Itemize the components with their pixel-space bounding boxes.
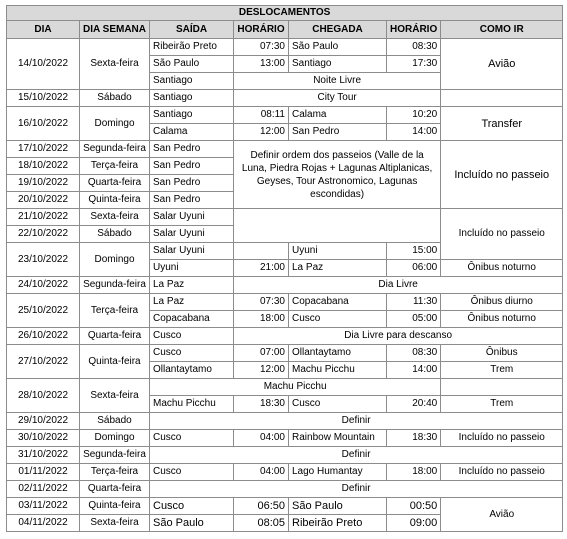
cell-saida: Ribeirão Preto	[150, 39, 234, 56]
cell-saida: Cusco	[150, 498, 234, 515]
cell-horario-chegada: 08:30	[387, 39, 441, 56]
cell-chegada: Ollantaytamo	[289, 345, 387, 362]
cell-semana: Sexta-feira	[80, 209, 150, 226]
cell-activity: Dia Livre	[234, 277, 563, 294]
cell-semana: Sexta-feira	[80, 515, 150, 532]
cell-semana: Quarta-feira	[80, 328, 150, 345]
header-dia: DIA	[7, 21, 80, 39]
cell-chegada: San Pedro	[289, 124, 387, 141]
table-row	[7, 498, 563, 515]
cell-horario-chegada: 08:30	[387, 345, 441, 362]
cell-saida: Uyuni	[150, 260, 234, 277]
cell-horario-saida: 12:00	[234, 362, 289, 379]
header-horario-chegada: HORÁRIO	[387, 21, 441, 39]
cell-horario-saida: 21:00	[234, 260, 289, 277]
table-row	[7, 481, 563, 498]
cell-chegada: São Paulo	[289, 39, 387, 56]
cell-dia: 04/11/2022	[7, 515, 80, 532]
cell-dia: 16/10/2022	[7, 107, 80, 141]
cell-saida: Cusco	[150, 464, 234, 481]
cell-horario-chegada: 14:00	[387, 124, 441, 141]
cell-activity: Dia Livre para descanso	[234, 328, 563, 345]
table-row	[7, 277, 563, 294]
cell-semana: Sábado	[80, 413, 150, 430]
cell-semana: Segunda-feira	[80, 141, 150, 158]
cell-horario-saida: 12:00	[234, 124, 289, 141]
cell-como-ir: Ônibus	[441, 345, 563, 362]
cell-horario-chegada: 00:50	[387, 498, 441, 515]
cell-chegada: Calama	[289, 107, 387, 124]
cell-como-ir: Incluído no passeio	[441, 209, 563, 260]
cell-horario-saida: 18:30	[234, 396, 289, 413]
cell-chegada: Cusco	[289, 311, 387, 328]
cell-dia: 21/10/2022	[7, 209, 80, 226]
table-row	[7, 447, 563, 464]
table-row	[7, 294, 563, 311]
cell-semana: Terça-feira	[80, 464, 150, 481]
cell-dia: 01/11/2022	[7, 464, 80, 481]
header-horario-saida: HORÁRIO	[234, 21, 289, 39]
cell-como-ir: Transfer	[441, 107, 563, 141]
cell-horario-chegada: 11:30	[387, 294, 441, 311]
cell-dia: 30/10/2022	[7, 430, 80, 447]
cell-horario-chegada: 06:00	[387, 260, 441, 277]
cell-saida: Salar Uyuni	[150, 209, 234, 226]
cell-dia: 14/10/2022	[7, 39, 80, 90]
cell-saida: Cusco	[150, 328, 234, 345]
cell-dia: 02/11/2022	[7, 481, 80, 498]
cell-saida: Ollantaytamo	[150, 362, 234, 379]
cell-activity: Definir	[150, 413, 563, 430]
cell-saida: La Paz	[150, 277, 234, 294]
cell-activity: Definir	[150, 447, 563, 464]
cell-chegada: Cusco	[289, 396, 387, 413]
cell-saida: San Pedro	[150, 192, 234, 209]
cell-horario-chegada: 18:30	[387, 430, 441, 447]
table-row	[7, 141, 563, 158]
cell-semana: Domingo	[80, 243, 150, 277]
cell-chegada: São Paulo	[289, 498, 387, 515]
cell-como-ir: Incluído no passeio	[441, 141, 563, 209]
cell-horario-saida	[234, 243, 289, 260]
cell-semana: Sábado	[80, 226, 150, 243]
table-row	[7, 209, 563, 226]
cell-saida: Machu Picchu	[150, 396, 234, 413]
table-row	[7, 430, 563, 447]
cell-horario-chegada: 17:30	[387, 56, 441, 73]
cell-saida: Salar Uyuni	[150, 226, 234, 243]
cell-saida: Santiago	[150, 90, 234, 107]
cell-como-ir: Ônibus diurno	[441, 294, 563, 311]
passeios-note: Definir ordem dos passeios (Valle de la Luna, Piedra Rojas + Lagunas Altiplanicas, Geyses, Tour Astronomico, Lagunas escondidas)	[234, 141, 441, 209]
cell-activity: City Tour	[234, 90, 441, 107]
cell-horario-chegada: 14:00	[387, 362, 441, 379]
cell-saida: San Pedro	[150, 175, 234, 192]
cell-dia: 19/10/2022	[7, 175, 80, 192]
cell-saida: São Paulo	[150, 515, 234, 532]
cell-horario-saida: 04:00	[234, 464, 289, 481]
cell-dia: 18/10/2022	[7, 158, 80, 175]
cell-saida: San Pedro	[150, 158, 234, 175]
cell-dia: 15/10/2022	[7, 90, 80, 107]
cell-horario-chegada: 18:00	[387, 464, 441, 481]
cell-dia: 22/10/2022	[7, 226, 80, 243]
cell-semana: Terça-feira	[80, 158, 150, 175]
table-row	[7, 90, 563, 107]
cell-chegada: La Paz	[289, 260, 387, 277]
cell-dia: 27/10/2022	[7, 345, 80, 379]
cell-horario-saida: 04:00	[234, 430, 289, 447]
cell-dia: 03/11/2022	[7, 498, 80, 515]
cell-semana: Quinta-feira	[80, 345, 150, 379]
cell-semana: Domingo	[80, 107, 150, 141]
cell-saida: La Paz	[150, 294, 234, 311]
cell-empty	[234, 209, 441, 243]
cell-semana: Sábado	[80, 90, 150, 107]
cell-chegada: Copacabana	[289, 294, 387, 311]
cell-saida: São Paulo	[150, 56, 234, 73]
cell-horario-chegada: 20:40	[387, 396, 441, 413]
cell-dia: 25/10/2022	[7, 294, 80, 328]
cell-horario-saida: 07:30	[234, 39, 289, 56]
cell-chegada: Machu Picchu	[289, 362, 387, 379]
cell-como-ir: Ônibus noturno	[441, 260, 563, 277]
cell-chegada: Uyuni	[289, 243, 387, 260]
table-row	[7, 39, 563, 56]
cell-dia: 26/10/2022	[7, 328, 80, 345]
table-row	[7, 413, 563, 430]
travel-schedule-table	[6, 5, 563, 532]
cell-chegada: Rainbow Mountain	[289, 430, 387, 447]
header-como-ir: COMO IR	[441, 21, 563, 39]
cell-semana: Segunda-feira	[80, 447, 150, 464]
cell-dia: 24/10/2022	[7, 277, 80, 294]
cell-dia: 23/10/2022	[7, 243, 80, 277]
cell-saida: Calama	[150, 124, 234, 141]
cell-como-ir: Avião	[441, 498, 563, 532]
cell-semana: Quinta-feira	[80, 192, 150, 209]
cell-como-ir: Incluído no passeio	[441, 464, 563, 481]
cell-como-ir: Trem	[441, 362, 563, 379]
table-row	[7, 464, 563, 481]
cell-dia: 31/10/2022	[7, 447, 80, 464]
cell-semana: Segunda-feira	[80, 277, 150, 294]
cell-como-ir: Incluído no passeio	[441, 430, 563, 447]
cell-como-ir	[441, 90, 563, 107]
cell-como-ir: Avião	[441, 39, 563, 90]
cell-activity: Noite Livre	[234, 73, 441, 90]
cell-horario-saida: 08:11	[234, 107, 289, 124]
cell-semana: Sexta-feira	[80, 39, 150, 90]
cell-saida: Copacabana	[150, 311, 234, 328]
table-row	[7, 345, 563, 362]
cell-dia: 29/10/2022	[7, 413, 80, 430]
cell-como-ir	[441, 379, 563, 396]
cell-semana: Quarta-feira	[80, 481, 150, 498]
header-chegada: CHEGADA	[289, 21, 387, 39]
cell-horario-chegada: 05:00	[387, 311, 441, 328]
cell-saida: San Pedro	[150, 141, 234, 158]
table-title: DESLOCAMENTOS	[7, 6, 563, 21]
cell-semana: Domingo	[80, 430, 150, 447]
cell-chegada: Santiago	[289, 56, 387, 73]
cell-chegada: Ribeirão Preto	[289, 515, 387, 532]
cell-horario-chegada: 15:00	[387, 243, 441, 260]
header-dia-semana: DIA SEMANA	[80, 21, 150, 39]
cell-horario-saida: 13:00	[234, 56, 289, 73]
cell-semana: Terça-feira	[80, 294, 150, 328]
cell-saida: Santiago	[150, 73, 234, 90]
cell-horario-saida: 06:50	[234, 498, 289, 515]
cell-activity: Definir	[150, 481, 563, 498]
table-row	[7, 379, 563, 396]
cell-horario-saida: 07:30	[234, 294, 289, 311]
cell-dia: 20/10/2022	[7, 192, 80, 209]
cell-horario-saida: 08:05	[234, 515, 289, 532]
cell-saida: Salar Uyuni	[150, 243, 234, 260]
table-row	[7, 328, 563, 345]
cell-horario-saida: 18:00	[234, 311, 289, 328]
cell-dia: 28/10/2022	[7, 379, 80, 413]
cell-saida: Cusco	[150, 345, 234, 362]
cell-como-ir: Trem	[441, 396, 563, 413]
cell-semana: Quarta-feira	[80, 175, 150, 192]
cell-saida: Cusco	[150, 430, 234, 447]
cell-horario-chegada: 09:00	[387, 515, 441, 532]
cell-chegada: Lago Humantay	[289, 464, 387, 481]
cell-semana: Sexta-feira	[80, 379, 150, 413]
table-row	[7, 107, 563, 124]
cell-como-ir: Ônibus noturno	[441, 311, 563, 328]
header-row	[7, 21, 563, 39]
cell-dia: 17/10/2022	[7, 141, 80, 158]
cell-horario-saida: 07:00	[234, 345, 289, 362]
header-saida: SAÍDA	[150, 21, 234, 39]
cell-horario-chegada: 10:20	[387, 107, 441, 124]
cell-saida: Santiago	[150, 107, 234, 124]
cell-semana: Quinta-feira	[80, 498, 150, 515]
cell-activity: Machu Picchu	[150, 379, 441, 396]
